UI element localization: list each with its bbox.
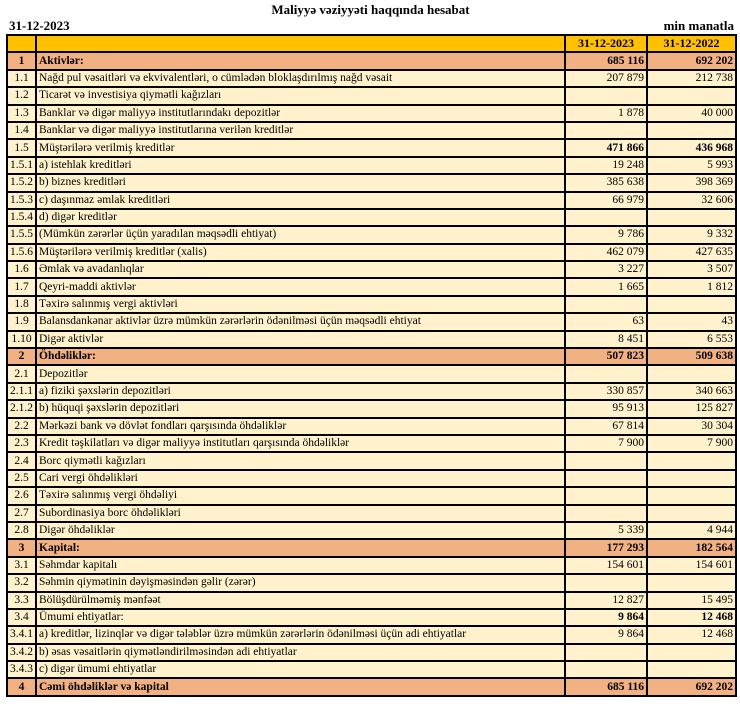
row-label-cell: Səhmin qiymətinin dəyişməsindən gəlir (zərər) xyxy=(36,574,565,591)
value-2023-cell xyxy=(565,487,647,504)
value-2023-cell: 3 227 xyxy=(565,261,647,278)
row-number-cell: 2.2 xyxy=(7,418,36,435)
table-row xyxy=(7,105,736,122)
table-row xyxy=(7,331,736,348)
value-2023-cell xyxy=(565,505,647,522)
row-number-cell: 2.1.2 xyxy=(7,400,36,417)
table-row xyxy=(7,313,736,330)
table-row xyxy=(7,626,736,643)
table-row xyxy=(7,192,736,209)
value-2023-cell xyxy=(565,365,647,382)
value-2022-cell: 9 332 xyxy=(647,226,736,243)
table-row xyxy=(7,678,736,695)
row-label-cell: (Mümkün zərərlər üçün yaradılan məqsədli ehtiyat) xyxy=(36,226,565,243)
value-2023-cell: 7 900 xyxy=(565,435,647,452)
row-label-cell: Balansdankənar aktivlər üzrə mümkün zərərlərin ödənilməsi üçün məqsədli ehtiyat xyxy=(36,313,565,330)
value-2023-cell xyxy=(565,574,647,591)
value-2023-cell: 8 451 xyxy=(565,331,647,348)
row-number-cell: 2.3 xyxy=(7,435,36,452)
table-row xyxy=(7,418,736,435)
row-number-cell: 2.6 xyxy=(7,487,36,504)
row-number-cell: 1.9 xyxy=(7,313,36,330)
row-label-cell: Cəmi öhdəliklər və kapital xyxy=(36,678,565,695)
value-2023-cell: 685 116 xyxy=(565,52,647,69)
value-2023-cell: 154 601 xyxy=(565,557,647,574)
value-2023-cell xyxy=(565,87,647,104)
value-2022-cell: 6 553 xyxy=(647,331,736,348)
row-label-cell: Banklar və digər maliyyə institutlarındakı depozitlər xyxy=(36,105,565,122)
row-label-cell: a) istehlak kreditləri xyxy=(36,157,565,174)
row-label-cell: Subordinasiya borc öhdəlikləri xyxy=(36,505,565,522)
row-label-cell: Ticarət və investisiya qiymətli kağızları xyxy=(36,87,565,104)
value-2022-cell: 427 635 xyxy=(647,244,736,261)
value-2022-cell xyxy=(647,365,736,382)
value-2023-cell: 12 827 xyxy=(565,592,647,609)
value-2022-cell: 43 xyxy=(647,313,736,330)
value-2022-cell: 509 638 xyxy=(647,348,736,365)
table-row xyxy=(7,557,736,574)
value-2023-cell: 95 913 xyxy=(565,400,647,417)
value-2023-cell: 9 864 xyxy=(565,609,647,626)
table-row xyxy=(7,470,736,487)
row-label-cell: Cari vergi öhdəlikləri xyxy=(36,470,565,487)
row-number-cell: 2.1 xyxy=(7,365,36,382)
table-row xyxy=(7,383,736,400)
report-meta xyxy=(6,19,735,34)
table-row xyxy=(7,539,736,556)
row-number-cell: 3.4 xyxy=(7,609,36,626)
value-2022-cell: 692 202 xyxy=(647,52,736,69)
table-row xyxy=(7,487,736,504)
value-2023-cell: 462 079 xyxy=(565,244,647,261)
table-row xyxy=(7,244,736,261)
table-row xyxy=(7,296,736,313)
row-number-cell: 2.7 xyxy=(7,505,36,522)
row-number-cell: 1.5.1 xyxy=(7,157,36,174)
row-label-cell: Təxirə salınmış vergi aktivləri xyxy=(36,296,565,313)
row-label-cell: Kapital: xyxy=(36,539,565,556)
table-row xyxy=(7,122,736,139)
header-col-2023: 31-12-2023 xyxy=(565,35,647,52)
value-2022-cell xyxy=(647,470,736,487)
row-label-cell: Təxirə salınmış vergi öhdəliyi xyxy=(36,487,565,504)
row-label-cell: Səhmdar kapitalı xyxy=(36,557,565,574)
row-number-cell: 1 xyxy=(7,52,36,69)
value-2022-cell xyxy=(647,661,736,678)
value-2023-cell xyxy=(565,644,647,661)
table-row xyxy=(7,400,736,417)
value-2023-cell: 19 248 xyxy=(565,157,647,174)
value-2023-cell: 63 xyxy=(565,313,647,330)
row-label-cell: c) daşınmaz əmlak kreditləri xyxy=(36,192,565,209)
table-row xyxy=(7,157,736,174)
table-row xyxy=(7,174,736,191)
row-label-cell: Digər aktivlər xyxy=(36,331,565,348)
value-2023-cell: 471 866 xyxy=(565,139,647,156)
value-2023-cell xyxy=(565,470,647,487)
row-label-cell: Depozitlər xyxy=(36,365,565,382)
row-label-cell: Müştərilərə verilmiş kreditlər xyxy=(36,139,565,156)
row-label-cell: b) biznes kreditləri xyxy=(36,174,565,191)
row-label-cell: c) digər ümumi ehtiyatlar xyxy=(36,661,565,678)
row-number-cell: 2 xyxy=(7,348,36,365)
value-2022-cell: 30 304 xyxy=(647,418,736,435)
value-2023-cell: 385 638 xyxy=(565,174,647,191)
table-row xyxy=(7,87,736,104)
row-label-cell: Kredit təşkilatları və digər maliyyə institutları qarşısında öhdəliklər xyxy=(36,435,565,452)
table-row xyxy=(7,435,736,452)
value-2022-cell: 692 202 xyxy=(647,678,736,695)
row-label-cell: d) digər kreditlər xyxy=(36,209,565,226)
table-row xyxy=(7,661,736,678)
page-title: Maliyyə vəziyyəti haqqında hesabat xyxy=(271,2,470,17)
value-2022-cell xyxy=(647,644,736,661)
value-2022-cell: 32 606 xyxy=(647,192,736,209)
header-label-cell xyxy=(36,35,565,52)
value-2022-cell: 15 495 xyxy=(647,592,736,609)
row-label-cell: Borc qiymətli kağızları xyxy=(36,452,565,469)
row-number-cell: 3.3 xyxy=(7,592,36,609)
value-2023-cell: 330 857 xyxy=(565,383,647,400)
value-2023-cell: 207 879 xyxy=(565,70,647,87)
row-number-cell: 1.3 xyxy=(7,105,36,122)
row-number-cell: 1.2 xyxy=(7,87,36,104)
table-row xyxy=(7,261,736,278)
value-2023-cell xyxy=(565,661,647,678)
row-label-cell: a) fiziki şəxslərin depozitləri xyxy=(36,383,565,400)
row-label-cell: Qeyri-maddi aktivlər xyxy=(36,278,565,295)
row-number-cell: 3.1 xyxy=(7,557,36,574)
row-number-cell: 2.1.1 xyxy=(7,383,36,400)
table-row xyxy=(7,522,736,539)
table-row xyxy=(7,505,736,522)
header-col-2022: 31-12-2022 xyxy=(647,35,736,52)
value-2022-cell: 7 900 xyxy=(647,435,736,452)
row-number-cell: 2.5 xyxy=(7,470,36,487)
value-2022-cell xyxy=(647,452,736,469)
value-2023-cell: 9 786 xyxy=(565,226,647,243)
value-2022-cell xyxy=(647,505,736,522)
table-row xyxy=(7,592,736,609)
value-2022-cell xyxy=(647,122,736,139)
value-2023-cell: 1 665 xyxy=(565,278,647,295)
row-number-cell: 1.10 xyxy=(7,331,36,348)
value-2023-cell: 9 864 xyxy=(565,626,647,643)
value-2022-cell: 3 507 xyxy=(647,261,736,278)
row-number-cell: 3 xyxy=(7,539,36,556)
row-number-cell: 1.1 xyxy=(7,70,36,87)
row-number-cell: 2.8 xyxy=(7,522,36,539)
value-2023-cell: 685 116 xyxy=(565,678,647,695)
value-2022-cell: 398 369 xyxy=(647,174,736,191)
value-2023-cell: 507 823 xyxy=(565,348,647,365)
value-2022-cell: 154 601 xyxy=(647,557,736,574)
value-2023-cell: 5 339 xyxy=(565,522,647,539)
value-2022-cell: 212 738 xyxy=(647,70,736,87)
row-number-cell: 1.5.6 xyxy=(7,244,36,261)
row-number-cell: 2.4 xyxy=(7,452,36,469)
unit-label: min manatla xyxy=(663,18,734,33)
financial-position-table xyxy=(6,34,737,697)
value-2022-cell xyxy=(647,487,736,504)
table-header-row xyxy=(7,35,736,52)
row-number-cell: 1.5.3 xyxy=(7,192,36,209)
row-number-cell: 3.4.1 xyxy=(7,626,36,643)
value-2022-cell: 436 968 xyxy=(647,139,736,156)
row-label-cell: Öhdəliklər: xyxy=(36,348,565,365)
value-2023-cell xyxy=(565,122,647,139)
row-label-cell: Digər öhdəliklər xyxy=(36,522,565,539)
table-row xyxy=(7,52,736,69)
row-label-cell: Ümumi ehtiyatlar: xyxy=(36,609,565,626)
value-2022-cell: 182 564 xyxy=(647,539,736,556)
table-row xyxy=(7,574,736,591)
row-number-cell: 3.4.3 xyxy=(7,661,36,678)
value-2023-cell xyxy=(565,209,647,226)
row-label-cell: Əmlak və avadanlıqlar xyxy=(36,261,565,278)
row-number-cell: 1.8 xyxy=(7,296,36,313)
row-label-cell: Mərkəzi bank və dövlət fondları qarşısında öhdəliklər xyxy=(36,418,565,435)
value-2022-cell: 12 468 xyxy=(647,609,736,626)
row-label-cell: b) əsas vəsaitlərin qiymətləndirilməsindən adi ehtiyatlar xyxy=(36,644,565,661)
value-2023-cell: 177 293 xyxy=(565,539,647,556)
table-row xyxy=(7,70,736,87)
row-label-cell: Banklar və digər maliyyə institutlarına verilən kreditlər xyxy=(36,122,565,139)
row-label-cell: b) hüquqi şəxslərin depozitləri xyxy=(36,400,565,417)
row-number-cell: 1.5.4 xyxy=(7,209,36,226)
table-row xyxy=(7,348,736,365)
table-row xyxy=(7,609,736,626)
value-2023-cell: 1 878 xyxy=(565,105,647,122)
value-2022-cell: 4 944 xyxy=(647,522,736,539)
row-number-cell: 1.7 xyxy=(7,278,36,295)
value-2022-cell: 340 663 xyxy=(647,383,736,400)
report-date: 31-12-2023 xyxy=(9,18,70,33)
table-row xyxy=(7,209,736,226)
value-2022-cell xyxy=(647,574,736,591)
table-row xyxy=(7,452,736,469)
value-2023-cell: 67 814 xyxy=(565,418,647,435)
row-number-cell: 1.4 xyxy=(7,122,36,139)
table-body xyxy=(7,52,736,695)
value-2022-cell xyxy=(647,209,736,226)
row-label-cell: Müştərilərə verilmiş kreditlər (xalis) xyxy=(36,244,565,261)
table-row xyxy=(7,226,736,243)
value-2022-cell xyxy=(647,296,736,313)
row-label-cell: a) kreditlər, lizinqlər və digər tələblər üzrə mümkün zərərlərin ödənilməsi üçün adi ehtiyatlar xyxy=(36,626,565,643)
row-number-cell: 4 xyxy=(7,678,36,695)
value-2022-cell: 1 812 xyxy=(647,278,736,295)
row-number-cell: 3.4.2 xyxy=(7,644,36,661)
value-2023-cell: 66 979 xyxy=(565,192,647,209)
value-2022-cell xyxy=(647,87,736,104)
header-number-cell xyxy=(7,35,36,52)
row-label-cell: Aktivlər: xyxy=(36,52,565,69)
table-row xyxy=(7,139,736,156)
row-number-cell: 3.2 xyxy=(7,574,36,591)
row-label-cell: Bölüşdürülməmiş mənfəət xyxy=(36,592,565,609)
row-label-cell: Nağd pul vəsaitləri və ekvivalentləri, o cümlədən bloklaşdırılmış nağd vəsait xyxy=(36,70,565,87)
row-number-cell: 1.5.2 xyxy=(7,174,36,191)
row-number-cell: 1.6 xyxy=(7,261,36,278)
value-2023-cell xyxy=(565,452,647,469)
value-2022-cell: 5 993 xyxy=(647,157,736,174)
value-2022-cell: 12 468 xyxy=(647,626,736,643)
value-2022-cell: 40 000 xyxy=(647,105,736,122)
table-row xyxy=(7,644,736,661)
row-number-cell: 1.5.5 xyxy=(7,226,36,243)
table-row xyxy=(7,278,736,295)
value-2023-cell xyxy=(565,296,647,313)
value-2022-cell: 125 827 xyxy=(647,400,736,417)
table-row xyxy=(7,365,736,382)
row-number-cell: 1.5 xyxy=(7,139,36,156)
